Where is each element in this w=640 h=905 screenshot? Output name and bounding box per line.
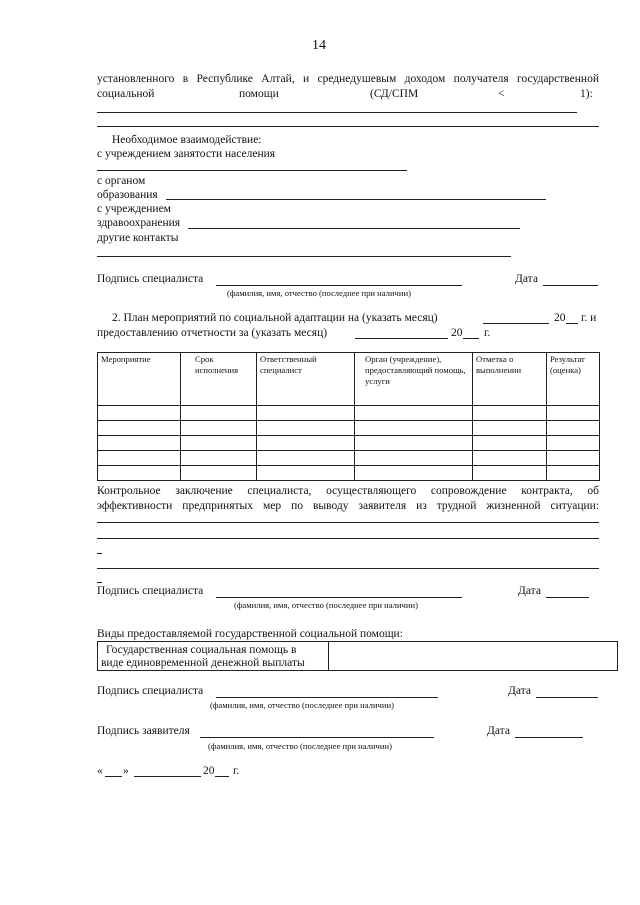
date-label: Дата: [487, 725, 510, 737]
plan-year-fill-line[interactable]: [566, 323, 578, 324]
plan-line-2: [97, 326, 599, 340]
date-label: Дата: [518, 585, 541, 597]
table-cell[interactable]: [355, 421, 473, 436]
date-label: Дата: [515, 273, 538, 285]
column-header: Ответственный специалист: [257, 353, 355, 406]
applicant-signature-label: Подпись заявителя: [97, 725, 190, 737]
intro-line-1: установленного в Республике Алтай, и среднедушевым доходом получателя государственной: [97, 73, 599, 85]
applicant-signature-line[interactable]: [200, 737, 434, 738]
report-year-fill-line[interactable]: [463, 338, 479, 339]
table-cell[interactable]: [181, 436, 257, 451]
interaction-heading: Необходимое взаимодействие:: [112, 134, 262, 146]
signature-caption: (фамилия, имя, отчество (последнее при наличии): [234, 600, 418, 610]
month-fill-line[interactable]: [134, 776, 201, 777]
other-contacts-fill-line[interactable]: [97, 256, 511, 257]
date-fill-line[interactable]: [546, 597, 589, 598]
conclusion-line-1: Контрольное заключение специалиста, осуществляющего сопровождение контракта, об: [97, 485, 599, 497]
table-cell[interactable]: [257, 406, 355, 421]
table-cell[interactable]: [257, 436, 355, 451]
plan-year-prefix: 20: [554, 312, 566, 324]
plan-line-2-text: предоставлению отчетности за (указать месяц): [97, 327, 328, 339]
table-row: [98, 406, 600, 421]
table-cell[interactable]: [547, 436, 600, 451]
fill-line[interactable]: [97, 126, 599, 127]
table-cell[interactable]: [547, 451, 600, 466]
report-year-suffix: г.: [484, 327, 491, 339]
assistance-type-line-2: виде единовременной денежной выплаты: [101, 657, 305, 669]
intro-word-help: помощи: [239, 88, 279, 100]
table-cell[interactable]: [547, 406, 600, 421]
conclusion-fill-line[interactable]: [97, 538, 599, 539]
table-cell[interactable]: [547, 421, 600, 436]
table-cell[interactable]: [473, 421, 547, 436]
date-close-quote: »: [123, 765, 129, 777]
intro-word-social: социальной: [97, 88, 155, 100]
specialist-signature-line[interactable]: [216, 285, 462, 286]
specialist-signature-label: Подпись специалиста: [97, 585, 204, 597]
assistance-type-line-1: Государственная социальная помощь в: [106, 644, 297, 656]
specialist-signature-line[interactable]: [216, 697, 438, 698]
intro-line-2: [97, 87, 599, 101]
conclusion-fill-line[interactable]: [97, 553, 102, 554]
table-cell[interactable]: [473, 436, 547, 451]
table-cell[interactable]: [473, 406, 547, 421]
table-cell[interactable]: [473, 466, 547, 481]
report-month-fill-line[interactable]: [355, 338, 448, 339]
plan-month-fill-line[interactable]: [483, 323, 549, 324]
plan-line-1-text: 2. План мероприятий по социальной адаптации на (указать месяц): [112, 312, 438, 324]
signature-caption: (фамилия, имя, отчество (последнее при наличии): [210, 700, 394, 710]
date-label: Дата: [508, 685, 531, 697]
specialist-signature-line[interactable]: [216, 597, 462, 598]
footer-date: [97, 764, 297, 778]
table-cell[interactable]: [355, 406, 473, 421]
table-cell[interactable]: [181, 466, 257, 481]
date-open-quote: «: [97, 765, 103, 777]
table-row: [98, 436, 600, 451]
education-label-2: образования: [97, 189, 158, 201]
intro-less-sign: <: [498, 88, 505, 100]
column-header: Отметка о выполнении: [473, 353, 547, 406]
table-row: [98, 421, 600, 436]
table-row: [98, 466, 600, 481]
table-header-row: [98, 353, 600, 406]
column-header: Мероприятие: [98, 353, 181, 406]
table-cell[interactable]: [181, 421, 257, 436]
table-cell[interactable]: [98, 436, 181, 451]
table-row: [98, 451, 600, 466]
page-number: 14: [312, 38, 326, 53]
plan-year-suffix: г. и: [581, 312, 597, 324]
column-header: Орган (учреждение), предоставляющий помощь, услуги: [355, 353, 473, 406]
date-fill-line[interactable]: [536, 697, 598, 698]
signature-caption: (фамилия, имя, отчество (последнее при наличии): [208, 741, 392, 751]
health-label-2: здравоохранения: [97, 217, 181, 229]
table-cell[interactable]: [98, 406, 181, 421]
table-cell[interactable]: [473, 451, 547, 466]
table-cell[interactable]: [355, 466, 473, 481]
table-cell[interactable]: [257, 421, 355, 436]
specialist-signature-label: Подпись специалиста: [97, 685, 204, 697]
table-cell[interactable]: [98, 466, 181, 481]
assistance-types-heading: Виды предоставляемой государственной социальной помощи:: [97, 628, 403, 640]
health-label-1: с учреждением: [97, 203, 171, 215]
table-cell[interactable]: [355, 451, 473, 466]
year-prefix: 20: [203, 765, 215, 777]
day-fill-line[interactable]: [105, 776, 122, 777]
table-cell[interactable]: [181, 406, 257, 421]
table-cell[interactable]: [257, 466, 355, 481]
fill-line[interactable]: [97, 112, 577, 113]
column-header: Срок исполнения: [181, 353, 257, 406]
assistance-type-cell: [98, 642, 329, 670]
specialist-signature-label: Подпись специалиста: [97, 273, 204, 285]
year-fill-line[interactable]: [215, 776, 229, 777]
date-fill-line[interactable]: [543, 285, 598, 286]
employment-label: с учреждением занятости населения: [97, 148, 276, 160]
other-contacts-label: другие контакты: [97, 232, 179, 244]
intro-one: 1):: [580, 88, 593, 100]
conclusion-fill-line[interactable]: [97, 582, 102, 583]
assistance-types-table: [97, 641, 618, 671]
table-cell[interactable]: [547, 466, 600, 481]
table-cell[interactable]: [98, 421, 181, 436]
signature-caption: (фамилия, имя, отчество (последнее при наличии): [227, 288, 411, 298]
table-cell[interactable]: [257, 451, 355, 466]
education-label-1: с органом: [97, 175, 146, 187]
table-cell[interactable]: [355, 436, 473, 451]
intro-ratio-label: (СД/СПМ: [370, 88, 419, 100]
column-header: Результат (оценка): [547, 353, 600, 406]
plan-line-1: [97, 311, 599, 325]
conclusion-line-2: эффективности предпринятых мер по выводу заявителя из трудной жизненной ситуации:: [97, 500, 599, 512]
report-year-prefix: 20: [451, 327, 463, 339]
table-cell[interactable]: [181, 451, 257, 466]
table-cell[interactable]: [98, 451, 181, 466]
plan-table: [97, 352, 600, 481]
conclusion-fill-line[interactable]: [97, 568, 599, 569]
date-fill-line[interactable]: [515, 737, 583, 738]
year-suffix: г.: [233, 765, 240, 777]
conclusion-fill-line[interactable]: [97, 522, 599, 523]
health-fill-line[interactable]: [188, 228, 520, 229]
education-fill-line[interactable]: [166, 199, 546, 200]
employment-fill-line[interactable]: [97, 170, 407, 171]
